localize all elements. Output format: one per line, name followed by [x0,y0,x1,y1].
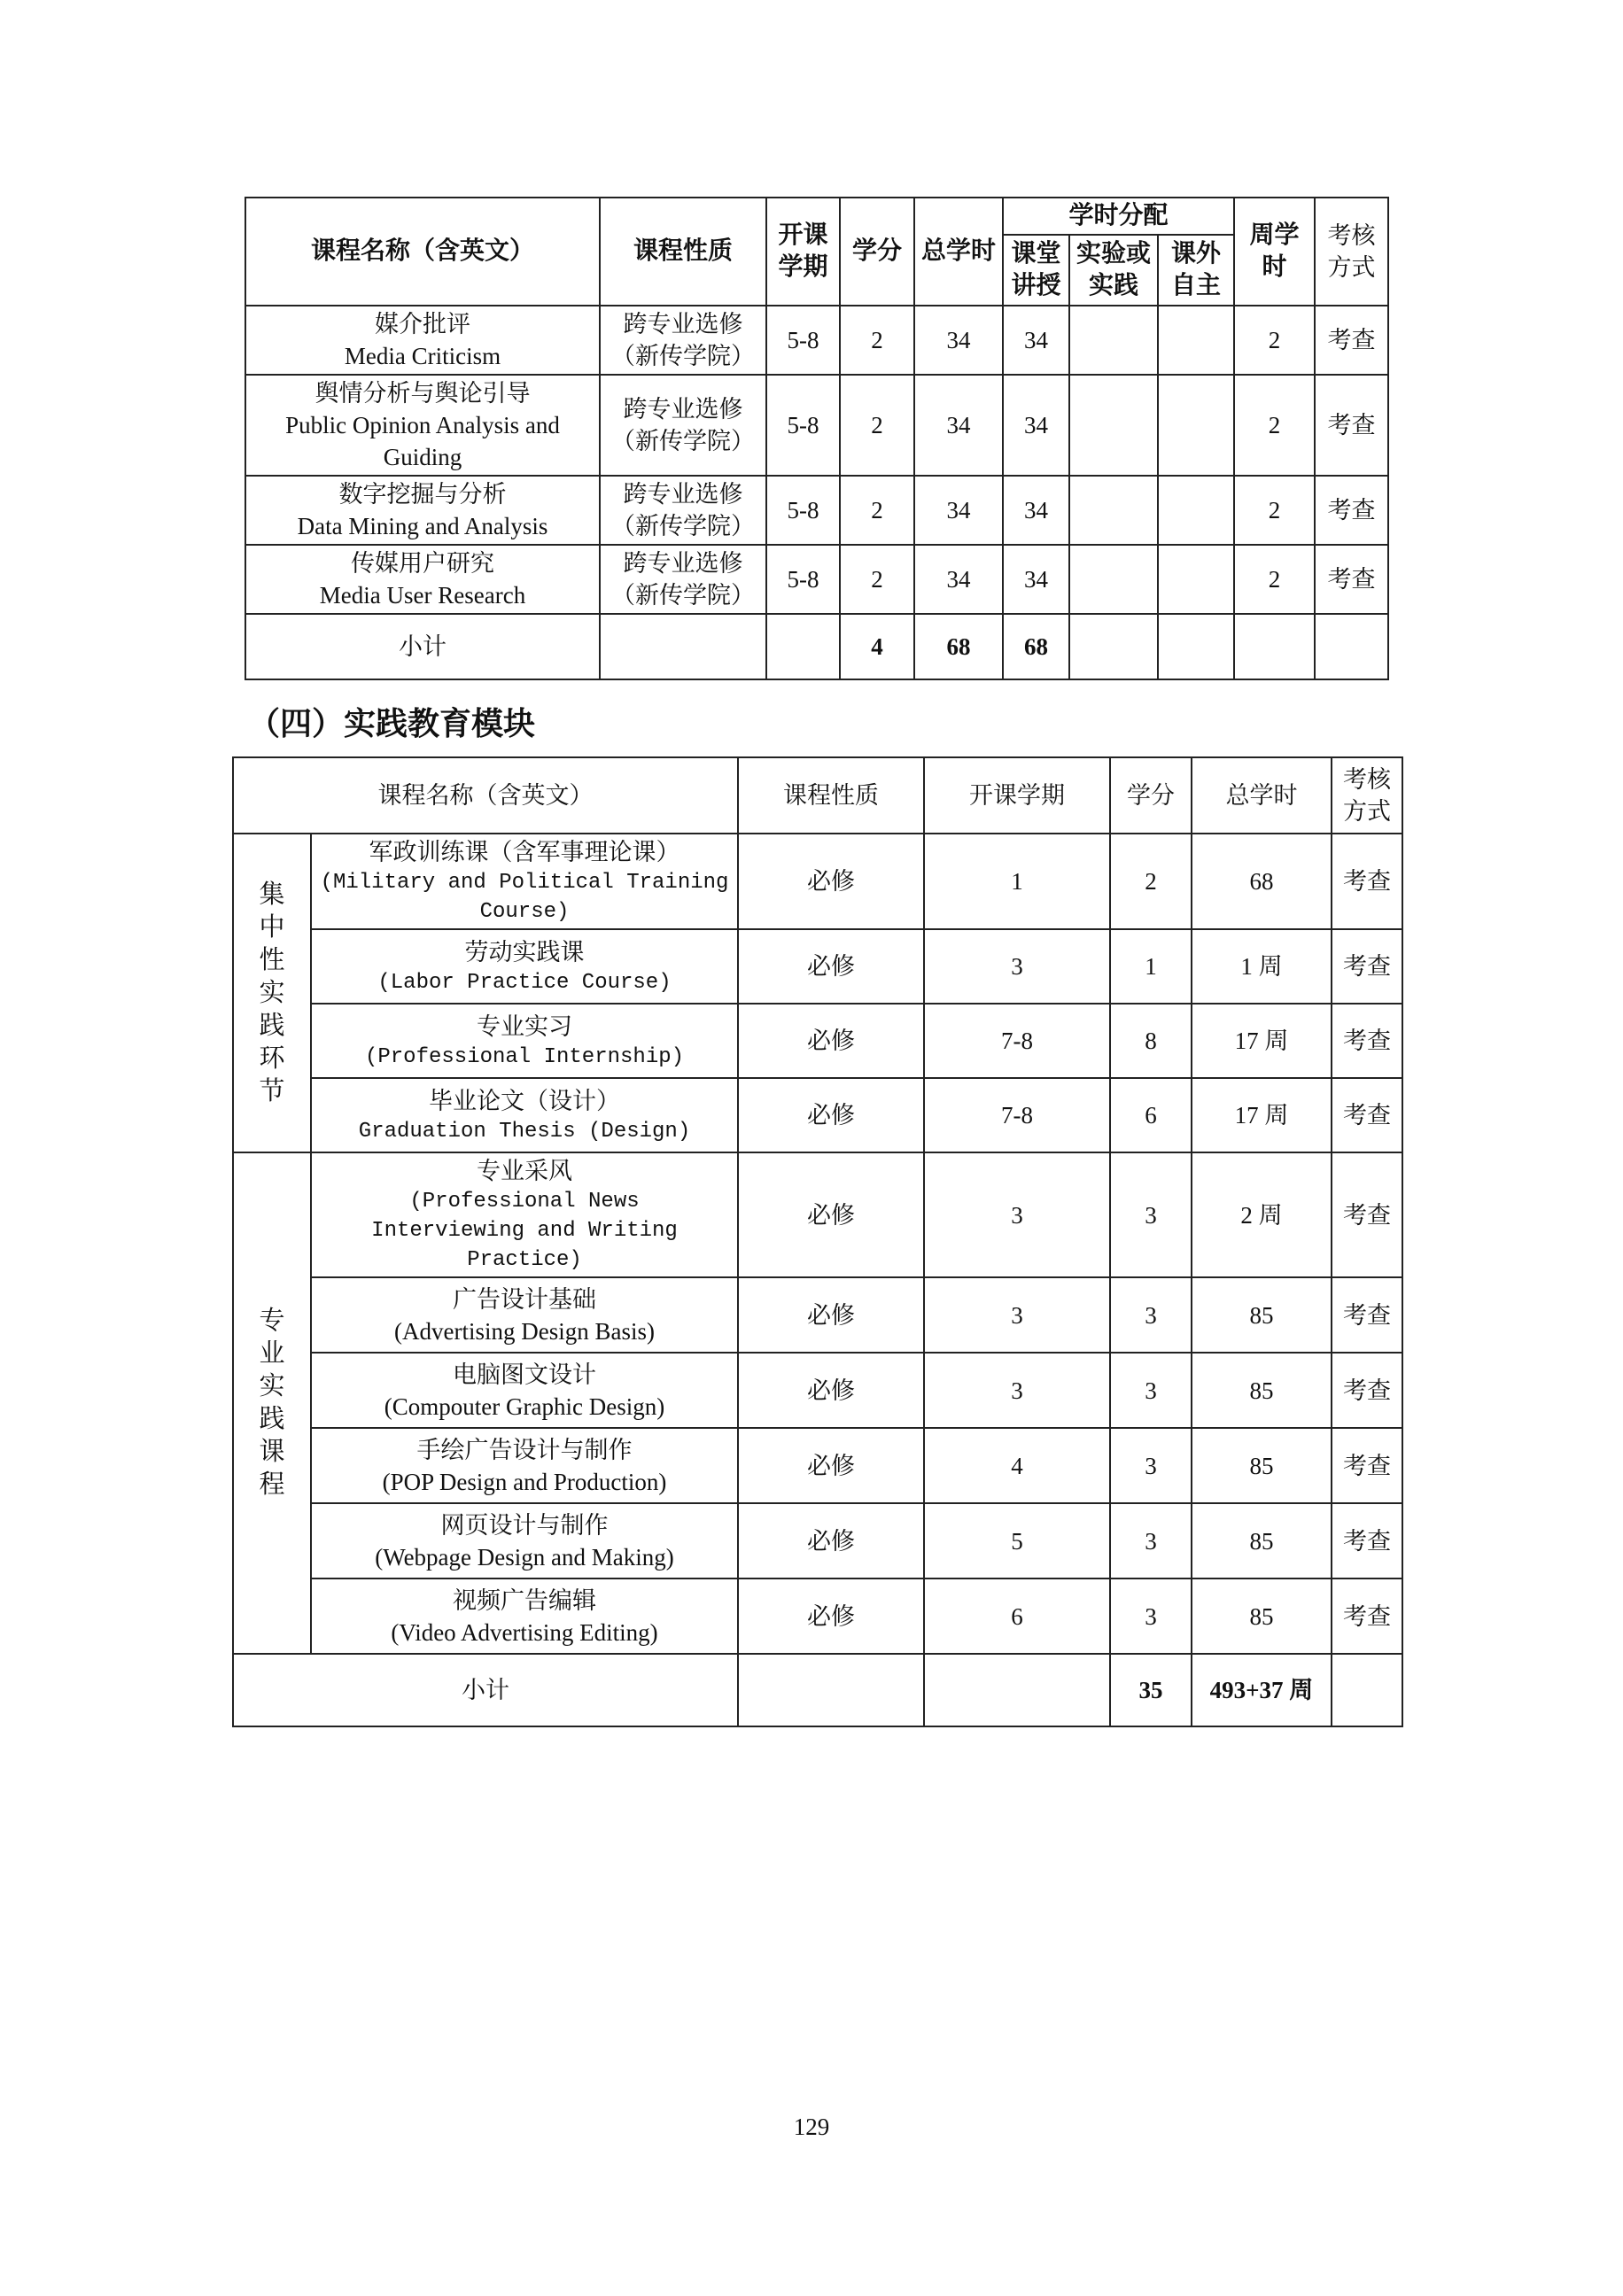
header-semester: 开课学期 [766,198,840,306]
credit: 3 [1110,1578,1192,1654]
assessment: 考查 [1315,375,1388,476]
course-name: 专业采风 (Professional News Interviewing and Writing Practice) [311,1152,738,1277]
course-nature: 跨专业选修 （新传学院） [600,375,766,476]
section-title: （四）实践教育模块 [248,706,536,742]
course-name: 传媒用户研究 Media User Research [245,545,600,614]
assessment: 考查 [1332,1152,1402,1277]
assessment: 考查 [1332,1578,1402,1654]
credit: 2 [840,476,914,545]
subtotal-row [245,614,1388,679]
semester: 7-8 [924,1004,1110,1078]
assessment: 考查 [1332,1353,1402,1428]
header-course-name: 课程名称（含英文） [233,757,738,834]
semester: 7-8 [924,1078,1110,1152]
table-row [233,834,1402,929]
lab-hours [1069,375,1158,476]
total-hours: 1 周 [1192,929,1332,1004]
semester: 3 [924,1152,1110,1277]
table-row [233,1353,1402,1428]
total-hours: 34 [914,545,1003,614]
course-name: 劳动实践课 (Labor Practice Course) [311,929,738,1004]
lecture-hours: 34 [1003,306,1069,375]
subtotal-lecture-hours: 68 [1003,614,1069,679]
semester: 3 [924,1353,1110,1428]
credit: 3 [1110,1503,1192,1578]
assessment: 考查 [1332,929,1402,1004]
self-hours [1158,476,1234,545]
course-nature: 必修 [738,1078,924,1152]
subtotal-total-hours: 68 [914,614,1003,679]
header-assessment: 考核方式 [1332,757,1402,834]
weekly-hours: 2 [1234,306,1315,375]
subtotal-label: 小计 [245,614,600,679]
course-nature: 跨专业选修 （新传学院） [600,306,766,375]
semester: 5 [924,1503,1110,1578]
total-hours: 85 [1192,1578,1332,1654]
weekly-hours: 2 [1234,545,1315,614]
lecture-hours: 34 [1003,476,1069,545]
subtotal-row [233,1654,1402,1726]
course-name: 手绘广告设计与制作 (POP Design and Production) [311,1428,738,1503]
weekly-hours: 2 [1234,476,1315,545]
total-hours: 34 [914,476,1003,545]
header-credit: 学分 [1110,757,1192,834]
header-semester: 开课学期 [924,757,1110,834]
header-self-study: 课外自主 [1158,235,1234,306]
lecture-hours: 34 [1003,545,1069,614]
self-hours [1158,306,1234,375]
header-course-nature: 课程性质 [738,757,924,834]
total-hours: 17 周 [1192,1004,1332,1078]
course-name: 网页设计与制作 (Webpage Design and Making) [311,1503,738,1578]
course-nature: 跨专业选修 （新传学院） [600,476,766,545]
lab-hours [1069,306,1158,375]
subtotal-label: 小计 [233,1654,738,1726]
subtotal-credit: 4 [840,614,914,679]
header-course-name: 课程名称（含英文） [245,198,600,306]
course-nature: 必修 [738,834,924,929]
assessment: 考查 [1332,1004,1402,1078]
course-nature: 必修 [738,1353,924,1428]
table-row [233,1428,1402,1503]
table-row [245,476,1388,545]
table-row [233,1503,1402,1578]
header-lecture: 课堂讲授 [1003,235,1069,306]
assessment: 考查 [1332,1428,1402,1503]
self-hours [1158,375,1234,476]
subtotal-total-hours: 493+37 周 [1192,1654,1332,1726]
semester: 5-8 [766,306,840,375]
table-row [233,1004,1402,1078]
group-label-intensive-practice: 集中性实践环节 [233,834,311,1152]
table-row [233,1277,1402,1353]
assessment: 考查 [1332,834,1402,929]
credit: 1 [1110,929,1192,1004]
total-hours: 85 [1192,1503,1332,1578]
course-nature: 必修 [738,1152,924,1277]
course-nature: 必修 [738,1277,924,1353]
credit: 2 [1110,834,1192,929]
elective-courses-table [245,197,1389,680]
table-row [233,1078,1402,1152]
total-hours: 85 [1192,1428,1332,1503]
lecture-hours: 34 [1003,375,1069,476]
course-name: 视频广告编辑 (Video Advertising Editing) [311,1578,738,1654]
credit: 6 [1110,1078,1192,1152]
assessment: 考查 [1315,476,1388,545]
subtotal-credit: 35 [1110,1654,1192,1726]
group-label-professional-practice: 专业实践课程 [233,1152,311,1654]
header-credit: 学分 [840,198,914,306]
table-row [245,545,1388,614]
semester: 5-8 [766,476,840,545]
header-hour-distribution: 学时分配 [1003,198,1234,235]
page-number: 129 [793,2114,830,2140]
practice-module-table [232,756,1403,1727]
total-hours: 85 [1192,1353,1332,1428]
header-weekly-hours: 周学时 [1234,198,1315,306]
header-total-hours: 总学时 [914,198,1003,306]
header-course-nature: 课程性质 [600,198,766,306]
credit: 3 [1110,1277,1192,1353]
credit: 3 [1110,1353,1192,1428]
credit: 8 [1110,1004,1192,1078]
table-row [233,929,1402,1004]
course-nature: 必修 [738,1503,924,1578]
credit: 2 [840,545,914,614]
total-hours: 68 [1192,834,1332,929]
semester: 3 [924,1277,1110,1353]
assessment: 考查 [1332,1078,1402,1152]
total-hours: 34 [914,375,1003,476]
self-hours [1158,545,1234,614]
total-hours: 17 周 [1192,1078,1332,1152]
header-assessment: 考核方式 [1315,198,1388,306]
course-nature: 必修 [738,1578,924,1654]
semester: 6 [924,1578,1110,1654]
course-name: 数字挖掘与分析 Data Mining and Analysis [245,476,600,545]
total-hours: 85 [1192,1277,1332,1353]
assessment: 考查 [1315,545,1388,614]
lab-hours [1069,476,1158,545]
credit: 3 [1110,1428,1192,1503]
assessment: 考查 [1332,1277,1402,1353]
course-nature: 必修 [738,1428,924,1503]
semester: 3 [924,929,1110,1004]
course-name: 专业实习 (Professional Internship) [311,1004,738,1078]
weekly-hours: 2 [1234,375,1315,476]
table-row [245,375,1388,476]
course-name: 军政训练课（含军事理论课） (Military and Political Training Course) [311,834,738,929]
header-total-hours: 总学时 [1192,757,1332,834]
semester: 5-8 [766,375,840,476]
course-name: 广告设计基础 (Advertising Design Basis) [311,1277,738,1353]
table-row [233,1578,1402,1654]
table-row [245,306,1388,375]
course-nature: 跨专业选修 （新传学院） [600,545,766,614]
credit: 2 [840,306,914,375]
course-name: 媒介批评 Media Criticism [245,306,600,375]
course-nature: 必修 [738,929,924,1004]
course-name: 电脑图文设计 (Compouter Graphic Design) [311,1353,738,1428]
semester: 1 [924,834,1110,929]
course-name: 舆情分析与舆论引导 Public Opinion Analysis and Guiding [245,375,600,476]
assessment: 考查 [1332,1503,1402,1578]
total-hours: 34 [914,306,1003,375]
total-hours: 2 周 [1192,1152,1332,1277]
header-lab: 实验或实践 [1069,235,1158,306]
assessment: 考查 [1315,306,1388,375]
table-row [233,1152,1402,1277]
course-name: 毕业论文（设计） Graduation Thesis (Design) [311,1078,738,1152]
course-nature: 必修 [738,1004,924,1078]
semester: 4 [924,1428,1110,1503]
semester: 5-8 [766,545,840,614]
credit: 3 [1110,1152,1192,1277]
credit: 2 [840,375,914,476]
lab-hours [1069,545,1158,614]
